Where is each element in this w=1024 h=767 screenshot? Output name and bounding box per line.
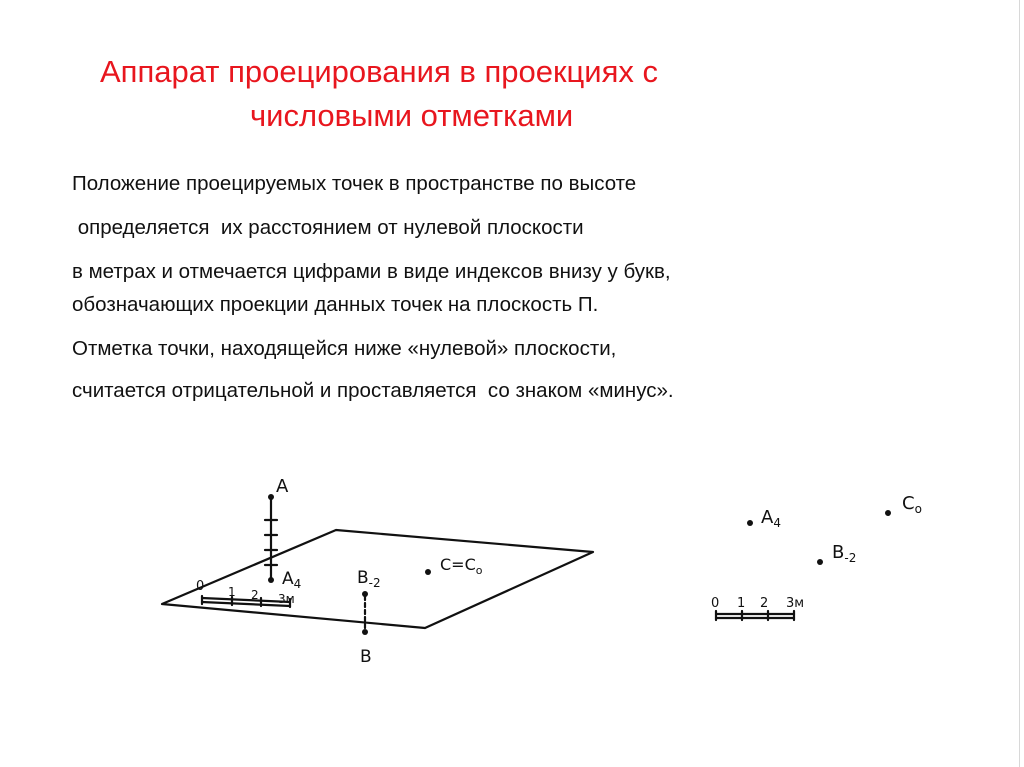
- label-point-a4: $A_4$: [282, 569, 302, 591]
- right-scale-bar: [711, 596, 804, 620]
- left-scale-2: 2: [251, 588, 259, 602]
- right-scale-1: 1: [737, 596, 746, 611]
- body-line-5: Отметка точки, находящейся ниже «нулевой» плоскости,: [72, 337, 617, 360]
- left-scale-0: 0: [196, 579, 205, 594]
- right-label-b-minus2: $B_{-2}$: [832, 542, 857, 565]
- body-line-4: обозначающих проекции данных точек на плоскость П.: [72, 293, 599, 316]
- right-point-c0-dot: [885, 510, 891, 516]
- right-point-b-minus2-dot: [817, 559, 823, 565]
- label-point-c: $C=C_o$: [440, 555, 483, 577]
- right-label-a4: $A_4$: [761, 507, 781, 530]
- label-point-b: B: [360, 647, 372, 667]
- body-line-1: Положение проецируемых точек в пространстве по высоте: [72, 172, 637, 195]
- left-scale-1: 1: [228, 585, 236, 599]
- body-line-2: определяется их расстоянием от нулевой плоскости: [72, 216, 584, 239]
- title-line-1: Аппарат проецирования в проекциях с: [100, 54, 658, 89]
- right-label-c0: $C_o$: [902, 493, 922, 516]
- right-scale-2: 2: [760, 596, 769, 611]
- label-point-a: A: [276, 476, 289, 497]
- title-line-2: числовыми отметками: [250, 98, 574, 133]
- label-point-b-minus2: $B_{-2}$: [357, 568, 381, 590]
- body-line-6: считается отрицательной и проставляется со знаком «минус».: [72, 379, 674, 402]
- right-scale-3m: 3м: [786, 596, 805, 611]
- body-line-3: в метрах и отмечается цифрами в виде индексов внизу у букв,: [72, 260, 671, 283]
- left-scale-3m: 3м: [278, 592, 295, 606]
- right-point-a4-dot: [747, 520, 753, 526]
- right-scale-0: 0: [711, 596, 720, 611]
